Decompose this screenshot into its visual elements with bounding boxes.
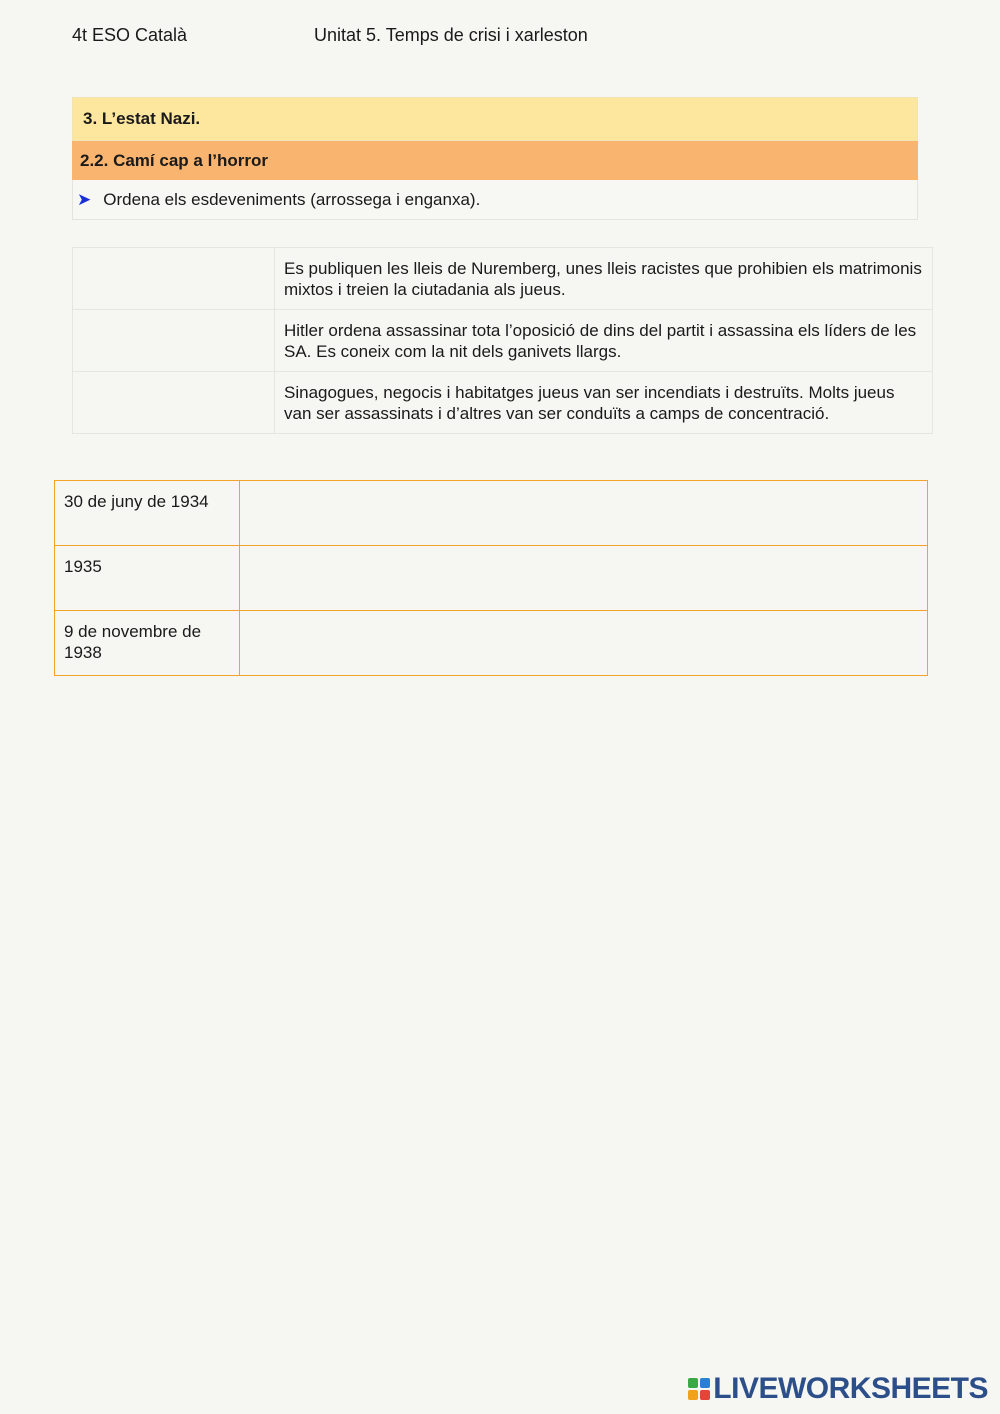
section-subtitle: 2.2. Camí cap a l’horror	[72, 141, 918, 180]
event-text[interactable]: Hitler ordena assassinar tota l’oposició de dins del partit i assassina els líders de les SA. Es coneix com la nit dels ganivets llargs.	[275, 310, 933, 372]
dates-table	[54, 480, 928, 676]
event-drop-slot[interactable]	[73, 310, 275, 372]
instruction-text: Ordena els esdeveniments (arrossega i enganxa).	[103, 190, 481, 209]
logo-text: LIVEWORKSHEETS	[713, 1372, 988, 1405]
event-drop-slot[interactable]	[73, 372, 275, 434]
event-drop-slot[interactable]	[73, 248, 275, 310]
event-row	[73, 310, 933, 372]
date-label: 9 de novembre de 1938	[55, 611, 240, 676]
event-row	[73, 248, 933, 310]
date-row	[55, 546, 928, 611]
answer-drop-zone[interactable]	[240, 481, 928, 546]
event-row	[73, 372, 933, 434]
instruction-row	[72, 180, 918, 220]
section-title: 3. L’estat Nazi.	[72, 97, 918, 141]
date-row	[55, 611, 928, 676]
date-label: 1935	[55, 546, 240, 611]
date-row	[55, 481, 928, 546]
event-text[interactable]: Sinagogues, negocis i habitatges jueus van ser incendiats i destruïts. Molts jueus van ser assassinats i d’altres van ser conduïts a camps de concentració.	[275, 372, 933, 434]
course-label: 4t ESO Català	[72, 25, 188, 45]
answer-drop-zone[interactable]	[240, 611, 928, 676]
arrow-bullet-icon: ➤	[77, 190, 92, 209]
events-table	[72, 247, 933, 434]
liveworksheets-logo[interactable]	[688, 1372, 988, 1406]
logo-squares-icon	[688, 1378, 710, 1400]
unit-title: Unitat 5. Temps de crisi i xarleston	[314, 25, 588, 45]
date-label: 30 de juny de 1934	[55, 481, 240, 546]
event-text[interactable]: Es publiquen les lleis de Nuremberg, unes lleis racistes que prohibien els matrimonis mixtos i treien la ciutadania als jueus.	[275, 248, 933, 310]
answer-drop-zone[interactable]	[240, 546, 928, 611]
